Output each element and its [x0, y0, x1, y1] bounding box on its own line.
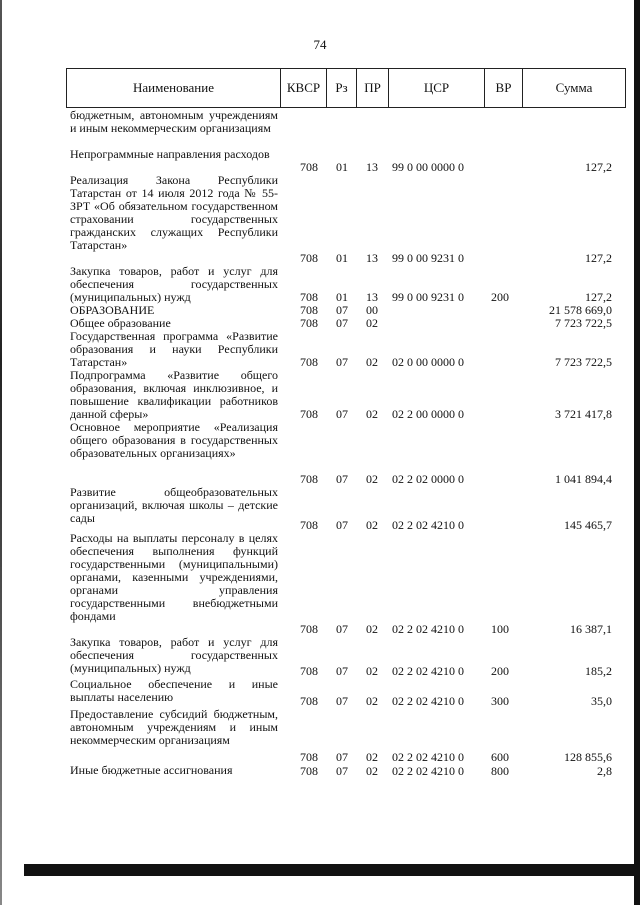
row-rz: 01: [336, 251, 348, 265]
row-name: Основное мероприятие «Реализация общего образования в государственных образовательных организациях»: [70, 420, 278, 460]
row-rz: 07: [336, 622, 348, 636]
row-name: Закупка товаров, работ и услуг для обеспечения государственных (муниципальных) нужд: [70, 635, 278, 675]
row-kvsr: 708: [300, 160, 318, 174]
row-vr: 100: [491, 622, 509, 636]
row-csr: 99 0 00 9231 0: [392, 290, 464, 304]
row-name: Развитие общеобразовательных организаций, включая школы – детские сады: [70, 485, 278, 525]
row-vr: 800: [491, 764, 509, 778]
row-rz: 07: [336, 316, 348, 330]
row-csr: 02 2 02 4210 0: [392, 694, 464, 708]
row-csr: 99 0 00 0000 0: [392, 160, 464, 174]
row-rz: 07: [336, 664, 348, 678]
row-csr: 02 2 02 4210 0: [392, 750, 464, 764]
row-vr: 200: [491, 664, 509, 678]
row-kvsr: 708: [300, 622, 318, 636]
row-rz: 07: [336, 472, 348, 486]
header-vr: ВР: [485, 69, 523, 107]
row-sum: 16 387,1: [570, 622, 612, 636]
row-name: Закупка товаров, работ и услуг для обеспечения государственных (муниципальных) нужд: [70, 264, 278, 304]
row-pr: 02: [366, 664, 378, 678]
row-kvsr: 708: [300, 518, 318, 532]
row-rz: 07: [336, 303, 348, 317]
row-pr: 02: [366, 407, 378, 421]
row-kvsr: 708: [300, 316, 318, 330]
row-pr: 02: [366, 750, 378, 764]
table-row: [0, 764, 640, 778]
scan-bottom-bar: [24, 864, 640, 876]
row-kvsr: 708: [300, 664, 318, 678]
table-row: [0, 330, 640, 369]
row-name: Расходы на выплаты персоналу в целях обеспечения выполнения функций государственными (муниципальными) органами, казенными учреждениями, органами управления государственными внебюджетными фондами: [70, 531, 278, 623]
row-name: Государственная программа «Развитие образования и науки Республики Татарстан»: [70, 329, 278, 369]
header-sum: Сумма: [555, 80, 593, 95]
row-pr: 02: [366, 764, 378, 778]
row-name: Общее образование: [70, 316, 171, 330]
row-sum: 2,8: [597, 764, 612, 778]
row-pr: 02: [366, 316, 378, 330]
row-csr: 99 0 00 9231 0: [392, 251, 464, 265]
page-number: 74: [313, 37, 327, 52]
table-row: [0, 636, 640, 678]
table-row: [0, 532, 640, 636]
row-csr: 02 2 00 0000 0: [392, 407, 464, 421]
row-rz: 07: [336, 750, 348, 764]
table-row: [0, 174, 640, 265]
row-rz: 07: [336, 355, 348, 369]
row-pr: 13: [366, 290, 378, 304]
row-name: Реализация Закона Республики Татарстан от 14 июля 2012 года № 55-ЗРТ «Об обязательном государственном страховании государственных гражданских служащих Республики Татарстан»: [70, 173, 278, 252]
row-sum: 127,2: [585, 251, 612, 265]
row-sum: 35,0: [591, 694, 612, 708]
table-row: [0, 486, 640, 532]
header-name: Наименование: [67, 69, 281, 107]
row-rz: 07: [336, 407, 348, 421]
row-rz: 07: [336, 764, 348, 778]
header-rz: Рз: [327, 69, 357, 107]
row-name: Предоставление субсидий бюджетным, автономным учреждениям и иным некоммерческим организациям: [70, 707, 278, 747]
header-pr: ПР: [357, 69, 389, 107]
row-kvsr: 708: [300, 750, 318, 764]
row-csr: 02 0 00 0000 0: [392, 355, 464, 369]
header-csr: ЦСР: [389, 69, 485, 107]
row-csr: 02 2 02 4210 0: [392, 664, 464, 678]
row-pr: 00: [366, 303, 378, 317]
row-pr: 02: [366, 694, 378, 708]
table-row: [0, 708, 640, 764]
row-sum: 21 578 669,0: [549, 303, 612, 317]
row-name: бюджетным, автономным учреждениям и иным некоммерческим организациям: [70, 108, 278, 135]
row-rz: 01: [336, 160, 348, 174]
table-row: [0, 109, 640, 148]
row-sum: 7 723 722,5: [555, 355, 612, 369]
row-kvsr: 708: [300, 251, 318, 265]
row-sum: 128 855,6: [564, 750, 612, 764]
header-kvsr: КВСР: [281, 69, 327, 107]
table-row: [0, 265, 640, 304]
row-kvsr: 708: [300, 303, 318, 317]
row-pr: 02: [366, 622, 378, 636]
row-rz: 01: [336, 290, 348, 304]
row-sum: 3 721 417,8: [555, 407, 612, 421]
row-name: Непрограммные направления расходов: [70, 147, 270, 161]
row-name: ОБРАЗОВАНИЕ: [70, 303, 155, 317]
row-sum: 127,2: [585, 160, 612, 174]
row-kvsr: 708: [300, 290, 318, 304]
row-name: Социальное обеспечение и иные выплаты населению: [70, 677, 278, 704]
row-vr: 600: [491, 750, 509, 764]
row-pr: 02: [366, 355, 378, 369]
table-row: [0, 148, 640, 174]
table-row: [0, 421, 640, 486]
row-pr: 02: [366, 472, 378, 486]
table-body: [0, 109, 640, 778]
row-pr: 02: [366, 518, 378, 532]
table-row: [0, 369, 640, 421]
row-csr: 02 2 02 4210 0: [392, 764, 464, 778]
row-rz: 07: [336, 518, 348, 532]
row-sum: 7 723 722,5: [555, 316, 612, 330]
row-sum: 127,2: [585, 290, 612, 304]
row-rz: 07: [336, 694, 348, 708]
row-kvsr: 708: [300, 407, 318, 421]
row-kvsr: 708: [300, 694, 318, 708]
row-vr: 200: [491, 290, 509, 304]
row-pr: 13: [366, 251, 378, 265]
row-kvsr: 708: [300, 764, 318, 778]
row-pr: 13: [366, 160, 378, 174]
row-csr: 02 2 02 0000 0: [392, 472, 464, 486]
row-sum: 185,2: [585, 664, 612, 678]
table-row: [0, 678, 640, 708]
row-csr: 02 2 02 4210 0: [392, 518, 464, 532]
row-name: Иные бюджетные ассигнования: [70, 763, 233, 777]
row-kvsr: 708: [300, 472, 318, 486]
table-header: [66, 68, 626, 108]
row-kvsr: 708: [300, 355, 318, 369]
row-name: Подпрограмма «Развитие общего образования, включая инклюзивное, и повышение квалификации работников данной сферы»: [70, 368, 278, 421]
row-sum: 145 465,7: [564, 518, 612, 532]
row-sum: 1 041 894,4: [555, 472, 612, 486]
row-csr: 02 2 02 4210 0: [392, 622, 464, 636]
row-vr: 300: [491, 694, 509, 708]
